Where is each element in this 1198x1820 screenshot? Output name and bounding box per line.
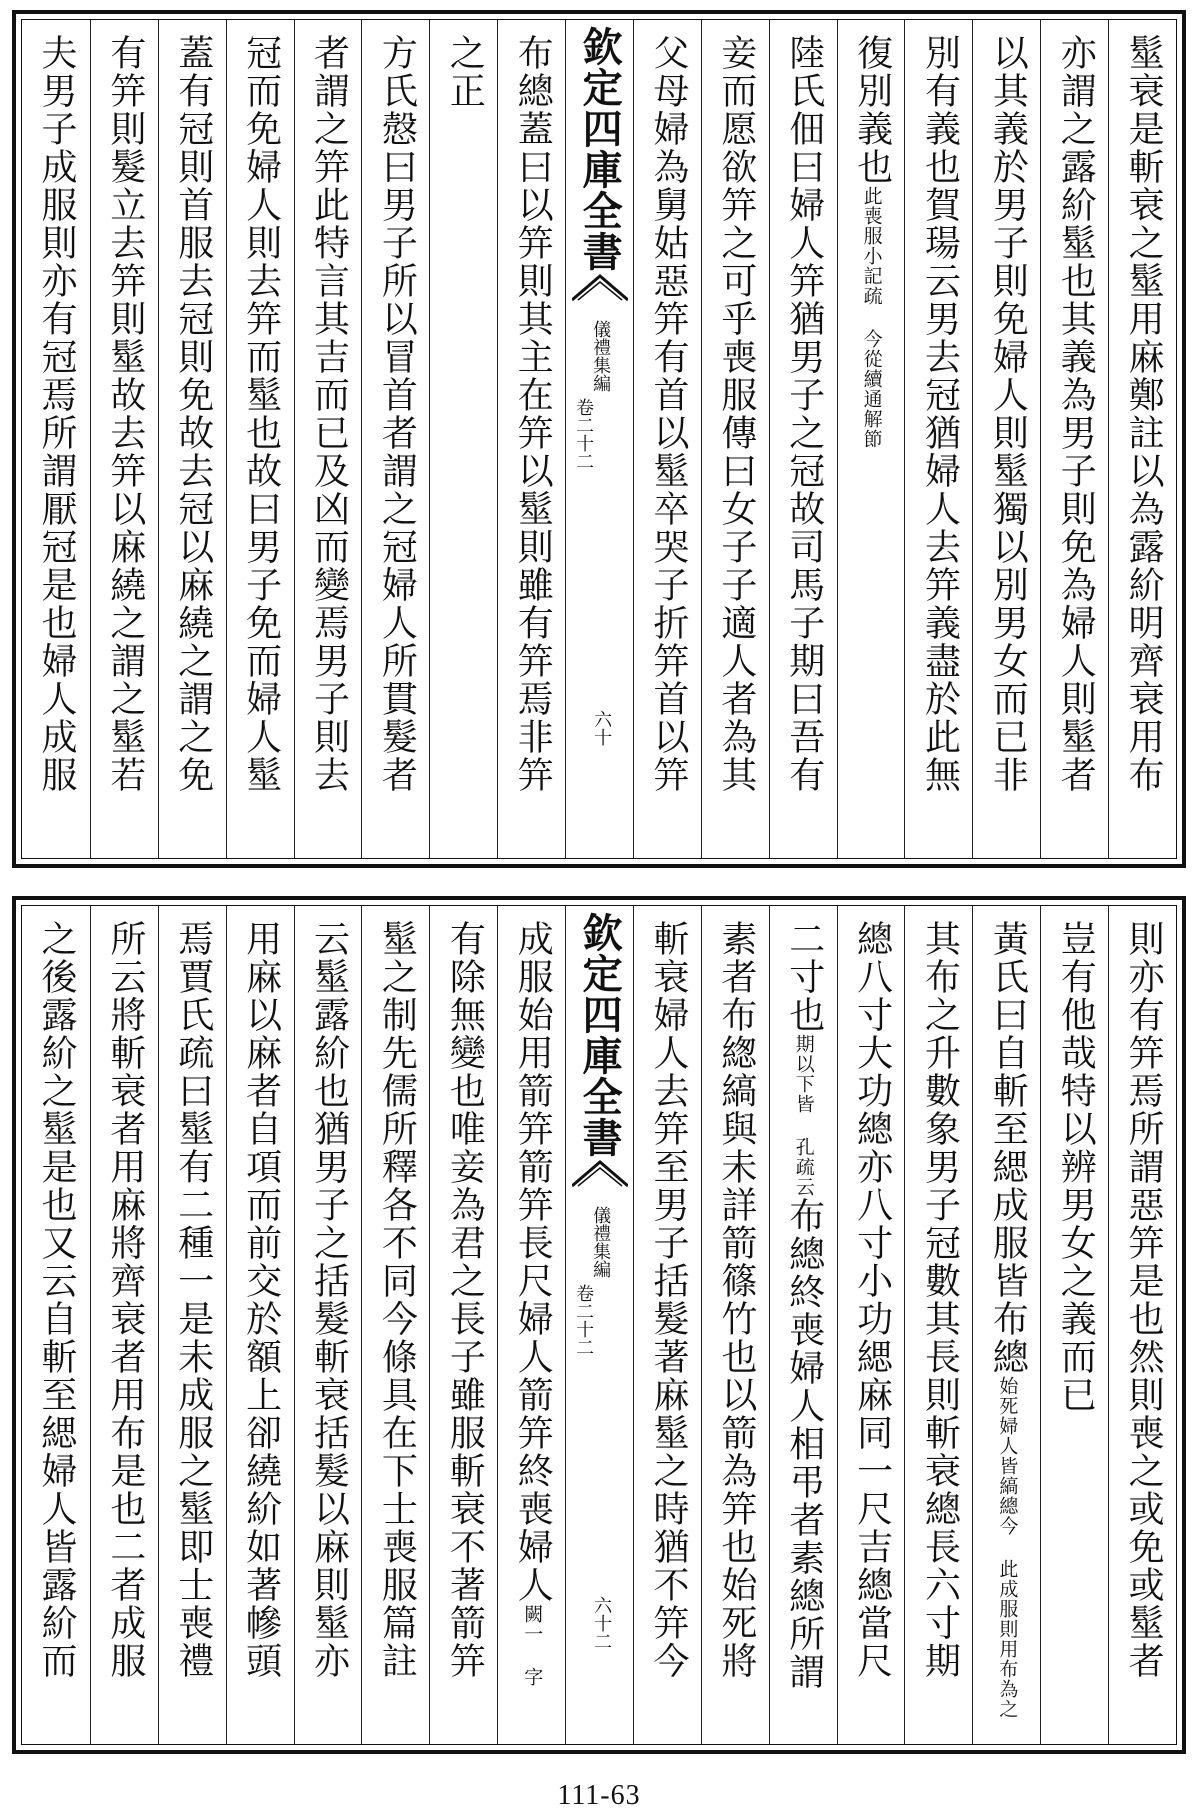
column-text: 方氏慤曰男子所以冒首者謂之冠婦人所貫髮者 bbox=[376, 34, 418, 794]
top-text-frame bbox=[21, 19, 1177, 859]
text-column bbox=[972, 20, 1040, 858]
volume-label: 卷二十二 bbox=[573, 1284, 595, 1356]
column-text: 所云將斬衰者用麻將齊衰者用布是也二者成服 bbox=[104, 920, 146, 1680]
bottom-text-frame bbox=[21, 905, 1177, 1745]
text-column bbox=[972, 906, 1040, 1744]
text-column bbox=[90, 20, 158, 858]
column-text: 黃氏曰自斬至緦成服皆布總始死婦人皆縞總今 此成服則用布為之 bbox=[987, 920, 1029, 1719]
column-text: 焉賈氏疏曰髽有二種一是未成服之髽即士喪禮 bbox=[172, 920, 214, 1680]
text-column bbox=[1040, 20, 1108, 858]
column-text: 有除無變也唯妾為君之長子雖服斬衰不著箭笄 bbox=[444, 920, 486, 1680]
column-text: 別有義也賀瑒云男去冠猶婦人去笄義盡於此無 bbox=[919, 34, 961, 794]
text-column bbox=[361, 906, 429, 1744]
column-text: 斬衰婦人去笄至男子括髮著麻髽之時猶不笄今 bbox=[647, 920, 689, 1680]
text-column bbox=[429, 20, 497, 858]
text-column bbox=[429, 906, 497, 1744]
text-column bbox=[837, 20, 905, 858]
text-column bbox=[22, 20, 90, 858]
inline-annotation: 始死婦人皆縞總今 此成服則用布為之 bbox=[996, 1376, 1019, 1719]
column-text: 復別義也此喪服小記疏 今從續通解節 bbox=[851, 34, 893, 449]
column-text: 布總蓋曰以笄則其主在笄以髽則雖有笄焉非笄 bbox=[512, 34, 554, 794]
text-column bbox=[158, 906, 226, 1744]
column-text: 蓋有冠則首服去冠則免故去冠以麻繞之謂之免 bbox=[172, 34, 214, 794]
fishtail-ornament-icon bbox=[572, 272, 628, 302]
text-column bbox=[1040, 906, 1108, 1744]
text-column bbox=[1108, 906, 1176, 1744]
column-text: 成服始用箭笄箭笄長尺婦人箭笄終喪婦人闕一 字 bbox=[512, 920, 554, 1687]
leaf-number: 六十二 bbox=[591, 1596, 613, 1650]
text-column bbox=[904, 906, 972, 1744]
column-text: 亦謂之露紒髽也其義為男子則免為婦人則髽者 bbox=[1055, 34, 1097, 794]
text-column bbox=[633, 20, 701, 858]
column-text: 髽衰是斬衰之髽用麻鄭註以為露紒明齊衰用布 bbox=[1123, 34, 1165, 794]
text-column bbox=[769, 906, 837, 1744]
center-fold-column bbox=[565, 906, 633, 1744]
text-column bbox=[1108, 20, 1176, 858]
column-text: 冠而免婦人則去笄而髽也故曰男子免而婦人髽 bbox=[240, 34, 282, 794]
text-column bbox=[361, 20, 429, 858]
text-column bbox=[497, 906, 565, 1744]
volume-label: 卷二十二 bbox=[573, 398, 595, 470]
text-column bbox=[701, 20, 769, 858]
column-text: 二寸也期以下皆 孔疏云布總終喪婦人相弔者素總所謂 bbox=[783, 920, 825, 1691]
text-column bbox=[158, 20, 226, 858]
text-column bbox=[497, 20, 565, 858]
book-subtitle: 儀禮集編 bbox=[590, 320, 612, 392]
text-column bbox=[294, 20, 362, 858]
column-text: 其布之升數象男子冠數其長則斬衰總長六寸期 bbox=[919, 920, 961, 1680]
column-text: 總八寸大功總亦八寸小功緦麻同一尺吉總當尺 bbox=[851, 920, 893, 1680]
text-column bbox=[904, 20, 972, 858]
column-text: 云髽露紒也猶男子之括髮斬衰括髮以麻則髽亦 bbox=[308, 920, 350, 1680]
column-text: 陸氏佃曰婦人笄猶男子之冠故司馬子期曰吾有 bbox=[783, 34, 825, 794]
column-text: 父母婦為舅姑惡笄有首以髽卒哭子折笄首以笄 bbox=[647, 34, 689, 794]
text-column bbox=[837, 906, 905, 1744]
book-title: 欽定四庫全書 bbox=[576, 912, 624, 1158]
book-subtitle: 儀禮集編 bbox=[590, 1206, 612, 1278]
inline-annotation: 期以下皆 孔疏云 bbox=[792, 1034, 815, 1197]
text-column bbox=[226, 20, 294, 858]
column-text: 夫男子成服則亦有冠焉所謂厭冠是也婦人成服 bbox=[36, 34, 78, 794]
fishtail-ornament-icon bbox=[572, 1158, 628, 1188]
text-column bbox=[226, 906, 294, 1744]
inline-annotation: 此喪服小記疏 今從續通解節 bbox=[860, 186, 883, 449]
page-number: 111-63 bbox=[557, 1780, 641, 1811]
column-text: 用麻以麻者自項而前交於額上卻繞紒如著幓頭 bbox=[240, 920, 282, 1680]
column-text: 妾而愿欲笄之可乎喪服傳曰女子子適人者為其 bbox=[715, 34, 757, 794]
text-column bbox=[701, 906, 769, 1744]
column-text: 之正 bbox=[444, 34, 486, 110]
column-text: 有笄則髮立去笄則髽故去笄以麻繞之謂之髽若 bbox=[104, 34, 146, 794]
column-text: 則亦有笄焉所謂惡笄是也然則喪之或免或髽者 bbox=[1123, 920, 1165, 1680]
column-text: 之後露紒之髽是也又云自斬至緦婦人皆露紒而 bbox=[36, 920, 78, 1680]
leaf-number: 六十 bbox=[591, 710, 613, 746]
column-text: 素者布緫縞與未詳箭篠竹也以箭為笄也始死將 bbox=[715, 920, 757, 1680]
column-text: 以其義於男子則免婦人則髽獨以別男女而已非 bbox=[987, 34, 1029, 794]
inline-annotation: 闕一 字 bbox=[521, 1604, 544, 1687]
top-page-panel bbox=[12, 10, 1186, 868]
text-column bbox=[294, 906, 362, 1744]
column-text: 者謂之笄此特言其吉而已及凶而變焉男子則去 bbox=[308, 34, 350, 794]
text-column bbox=[22, 906, 90, 1744]
text-column bbox=[90, 906, 158, 1744]
book-title: 欽定四庫全書 bbox=[576, 26, 624, 272]
text-column bbox=[769, 20, 837, 858]
text-column bbox=[633, 906, 701, 1744]
bottom-page-panel bbox=[12, 896, 1186, 1754]
center-fold-column bbox=[565, 20, 633, 858]
column-text: 豈有他哉特以辨男女之義而已 bbox=[1055, 920, 1097, 1414]
column-text: 髽之制先儒所釋各不同今條具在下士喪服篇註 bbox=[376, 920, 418, 1680]
